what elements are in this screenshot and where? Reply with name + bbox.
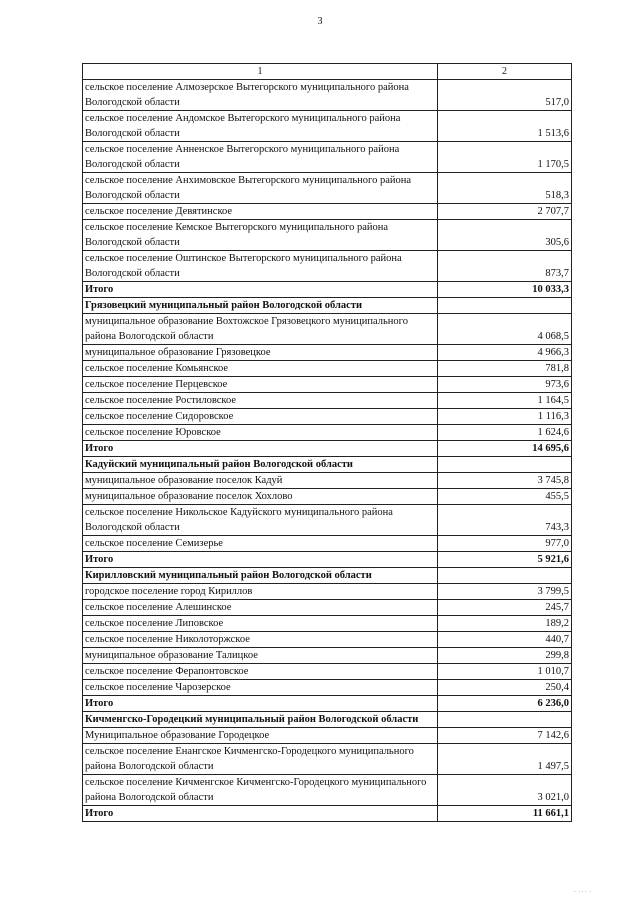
table-row [83,142,572,173]
table-row [83,584,572,600]
header-col-1: 1 [83,64,438,80]
amount-value [438,298,572,314]
amount-value: 1 513,6 [438,111,572,142]
table-row [83,648,572,664]
district-name: Кадуйский муниципальный район Вологодской области [83,457,438,473]
total-label: Итого [83,282,438,298]
settlement-name: сельское поселение Семизерье [83,536,438,552]
settlement-name: сельское поселение Ферапонтовское [83,664,438,680]
settlement-name: сельское поселение Сидоровское [83,409,438,425]
total-row [83,282,572,298]
table-row [83,314,572,345]
table-row [83,536,572,552]
table-row [83,111,572,142]
amount-value: 2 707,7 [438,204,572,220]
amount-value: 781,8 [438,361,572,377]
settlement-name: муниципальное образование поселок Кадуй [83,473,438,489]
table-row [83,377,572,393]
total-row [83,696,572,712]
table-row [83,393,572,409]
table-row [83,728,572,744]
amount-value: 3 745,8 [438,473,572,489]
amount-value: 517,0 [438,80,572,111]
amount-value: 7 142,6 [438,728,572,744]
district-name: Кичменгско-Городецкий муниципальный район Вологодской области [83,712,438,728]
header-row [83,64,572,80]
total-row [83,441,572,457]
total-label: Итого [83,552,438,568]
settlement-name: сельское поселение Николоторжское [83,632,438,648]
settlement-name: сельское поселение Андомское Вытегорского муниципального района Вологодской области [83,111,438,142]
settlement-name: сельское поселение Алешинское [83,600,438,616]
district-header-row [83,568,572,584]
table-header [83,64,572,80]
settlement-name: Муниципальное образование Городецкое [83,728,438,744]
amount-value: 3 021,0 [438,775,572,806]
district-name: Грязовецкий муниципальный район Вологодской области [83,298,438,314]
table-row [83,80,572,111]
settlement-name: сельское поселение Девятинское [83,204,438,220]
district-header-row [83,298,572,314]
total-label: Итого [83,696,438,712]
settlement-name: сельское поселение Ростиловское [83,393,438,409]
table-row [83,664,572,680]
settlement-name: сельское поселение Комьянское [83,361,438,377]
table-row [83,251,572,282]
amount-value: 1 116,3 [438,409,572,425]
settlement-name: сельское поселение Кемское Вытегорского муниципального района Вологодской области [83,220,438,251]
amount-value: 4 966,3 [438,345,572,361]
settlement-name: муниципальное образование поселок Хохлово [83,489,438,505]
footer-mark-glyph: ⋅ ⋅⋅⋅ ⋅ [573,890,592,895]
footer-mark [574,889,592,895]
amount-value: 973,6 [438,377,572,393]
table-row [83,409,572,425]
settlement-name: муниципальное образование Вохтожское Грязовецкого муниципального района Вологодской области [83,314,438,345]
amount-value: 245,7 [438,600,572,616]
amount-value: 1 010,7 [438,664,572,680]
amount-value: 873,7 [438,251,572,282]
header-col-2: 2 [438,64,572,80]
amount-value: 455,5 [438,489,572,505]
settlement-name: сельское поселение Чарозерское [83,680,438,696]
table-body [83,80,572,822]
amount-value: 518,3 [438,173,572,204]
table-row [83,204,572,220]
table-row [83,632,572,648]
total-value: 6 236,0 [438,696,572,712]
settlement-name: городское поселение город Кириллов [83,584,438,600]
settlement-name: сельское поселение Никольское Кадуйского муниципального района Вологодской области [83,505,438,536]
amount-value: 3 799,5 [438,584,572,600]
total-value: 14 695,6 [438,441,572,457]
settlement-name: сельское поселение Енангское Кичменгско-Городецкого муниципального района Вологодской области [83,744,438,775]
table-row [83,600,572,616]
amount-value: 440,7 [438,632,572,648]
settlement-name: сельское поселение Оштинское Вытегорского муниципального района Вологодской области [83,251,438,282]
amount-value: 4 068,5 [438,314,572,345]
settlement-name: сельское поселение Алмозерское Вытегорского муниципального района Вологодской области [83,80,438,111]
budget-table [82,63,572,822]
total-value: 10 033,3 [438,282,572,298]
settlement-name: муниципальное образование Талицкое [83,648,438,664]
settlement-name: сельское поселение Юровское [83,425,438,441]
total-value: 11 661,1 [438,806,572,822]
table-row [83,220,572,251]
amount-value: 250,4 [438,680,572,696]
settlement-name: сельское поселение Анхимовское Вытегорского муниципального района Вологодской области [83,173,438,204]
amount-value: 1 164,5 [438,393,572,409]
amount-value: 1 624,6 [438,425,572,441]
amount-value: 305,6 [438,220,572,251]
district-header-row [83,457,572,473]
table-row [83,744,572,775]
amount-value: 1 497,5 [438,744,572,775]
page-number: 3 [317,16,323,27]
table-row [83,345,572,361]
table-row [83,361,572,377]
table-row [83,173,572,204]
total-label: Итого [83,441,438,457]
settlement-name: муниципальное образование Грязовецкое [83,345,438,361]
amount-value [438,568,572,584]
district-name: Кирилловский муниципальный район Вологодской области [83,568,438,584]
table-row [83,489,572,505]
table-row [83,616,572,632]
table-row [83,425,572,441]
settlement-name: сельское поселение Кичменгское Кичменгско-Городецкого муниципального района Вологодской области [83,775,438,806]
amount-value [438,712,572,728]
amount-value: 189,2 [438,616,572,632]
total-row [83,552,572,568]
total-value: 5 921,6 [438,552,572,568]
total-row [83,806,572,822]
amount-value: 977,0 [438,536,572,552]
total-label: Итого [83,806,438,822]
amount-value [438,457,572,473]
amount-value: 299,8 [438,648,572,664]
settlement-name: сельское поселение Перцевское [83,377,438,393]
table-row [83,473,572,489]
table-row [83,775,572,806]
table-row [83,505,572,536]
amount-value: 1 170,5 [438,142,572,173]
district-header-row [83,712,572,728]
settlement-name: сельское поселение Липовское [83,616,438,632]
settlement-name: сельское поселение Анненское Вытегорского муниципального района Вологодской области [83,142,438,173]
amount-value: 743,3 [438,505,572,536]
table-row [83,680,572,696]
